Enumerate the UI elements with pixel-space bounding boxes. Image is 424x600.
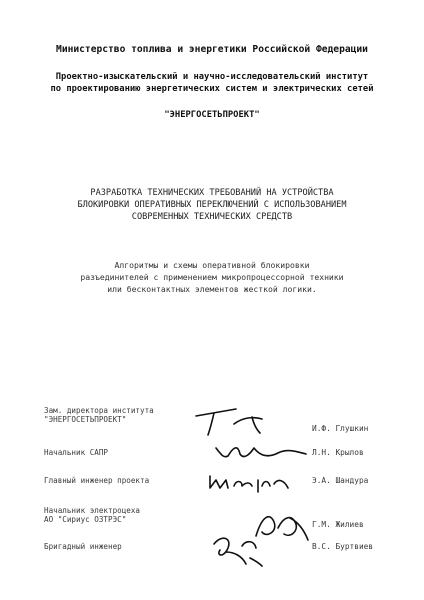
title-line-3: СОВРЕМЕННЫХ ТЕХНИЧЕСКИХ СРЕДСТВ [131,212,293,222]
subtitle-line-2: разъединителей с применением микропроцессорной техники [80,272,344,282]
signatory-name: И.Ф. Глушкин [312,424,369,433]
position-line-2: АО "Сириус ОЗТРЭС" [44,515,127,524]
position-line-1: Бригадный инженер [44,542,122,551]
handwritten-signature-5 [206,530,270,570]
position-line-1: Главный инженер проекта [44,476,150,485]
title-line-1: РАЗРАБОТКА ТЕХНИЧЕСКИХ ТРЕБОВАНИЙ НА УСТРОЙСТВА [90,188,334,198]
subtitle-line-1: Алгоритмы и схемы оперативной блокировки [114,260,310,270]
signatory-name: В.С. Буртвиев [312,542,374,551]
position-line-1: Начальник САПР [44,448,109,457]
signatory-name: Л.Н. Крылов [312,448,364,457]
signatory-position [44,506,140,524]
signatory-position [44,476,149,485]
position-line-1: Начальник электроцеха [44,506,141,515]
ministry-heading: Министерство топлива и энергетики Российской Федерации [56,44,368,55]
title-line-2: БЛОКИРОВКИ ОПЕРАТИВНЫХ ПЕРЕКЛЮЧЕНИЙ С ИСПОЛЬЗОВАНИЕМ [77,200,347,210]
position-line-1: Зам. директора института [44,406,154,415]
signatory-position [44,448,108,457]
signatory-position [44,542,122,551]
signatory-name: Э.А. Шандура [312,476,369,485]
organization-name: "ЭНЕРГОСЕТЬПРОЕКТ" [164,110,260,120]
signatory-name: Г.М. Жилиев [312,520,364,529]
institute-line-1: Проектно-изыскательский и научно-исследовательский институт [55,72,369,82]
position-line-2: "ЭНЕРГОСЕТЬПРОЕКТ" [44,415,127,424]
handwritten-signature-2 [212,440,312,464]
handwritten-signature-3 [206,470,296,496]
signature-row-4 [0,506,424,530]
subtitle-line-3: или бесконтактных элементов жесткой логики. [107,284,317,294]
handwritten-signature-1 [190,398,270,438]
institute-line-2: по проектированию энергетических систем и электрических сетей [50,84,374,94]
signatory-position [44,406,154,424]
